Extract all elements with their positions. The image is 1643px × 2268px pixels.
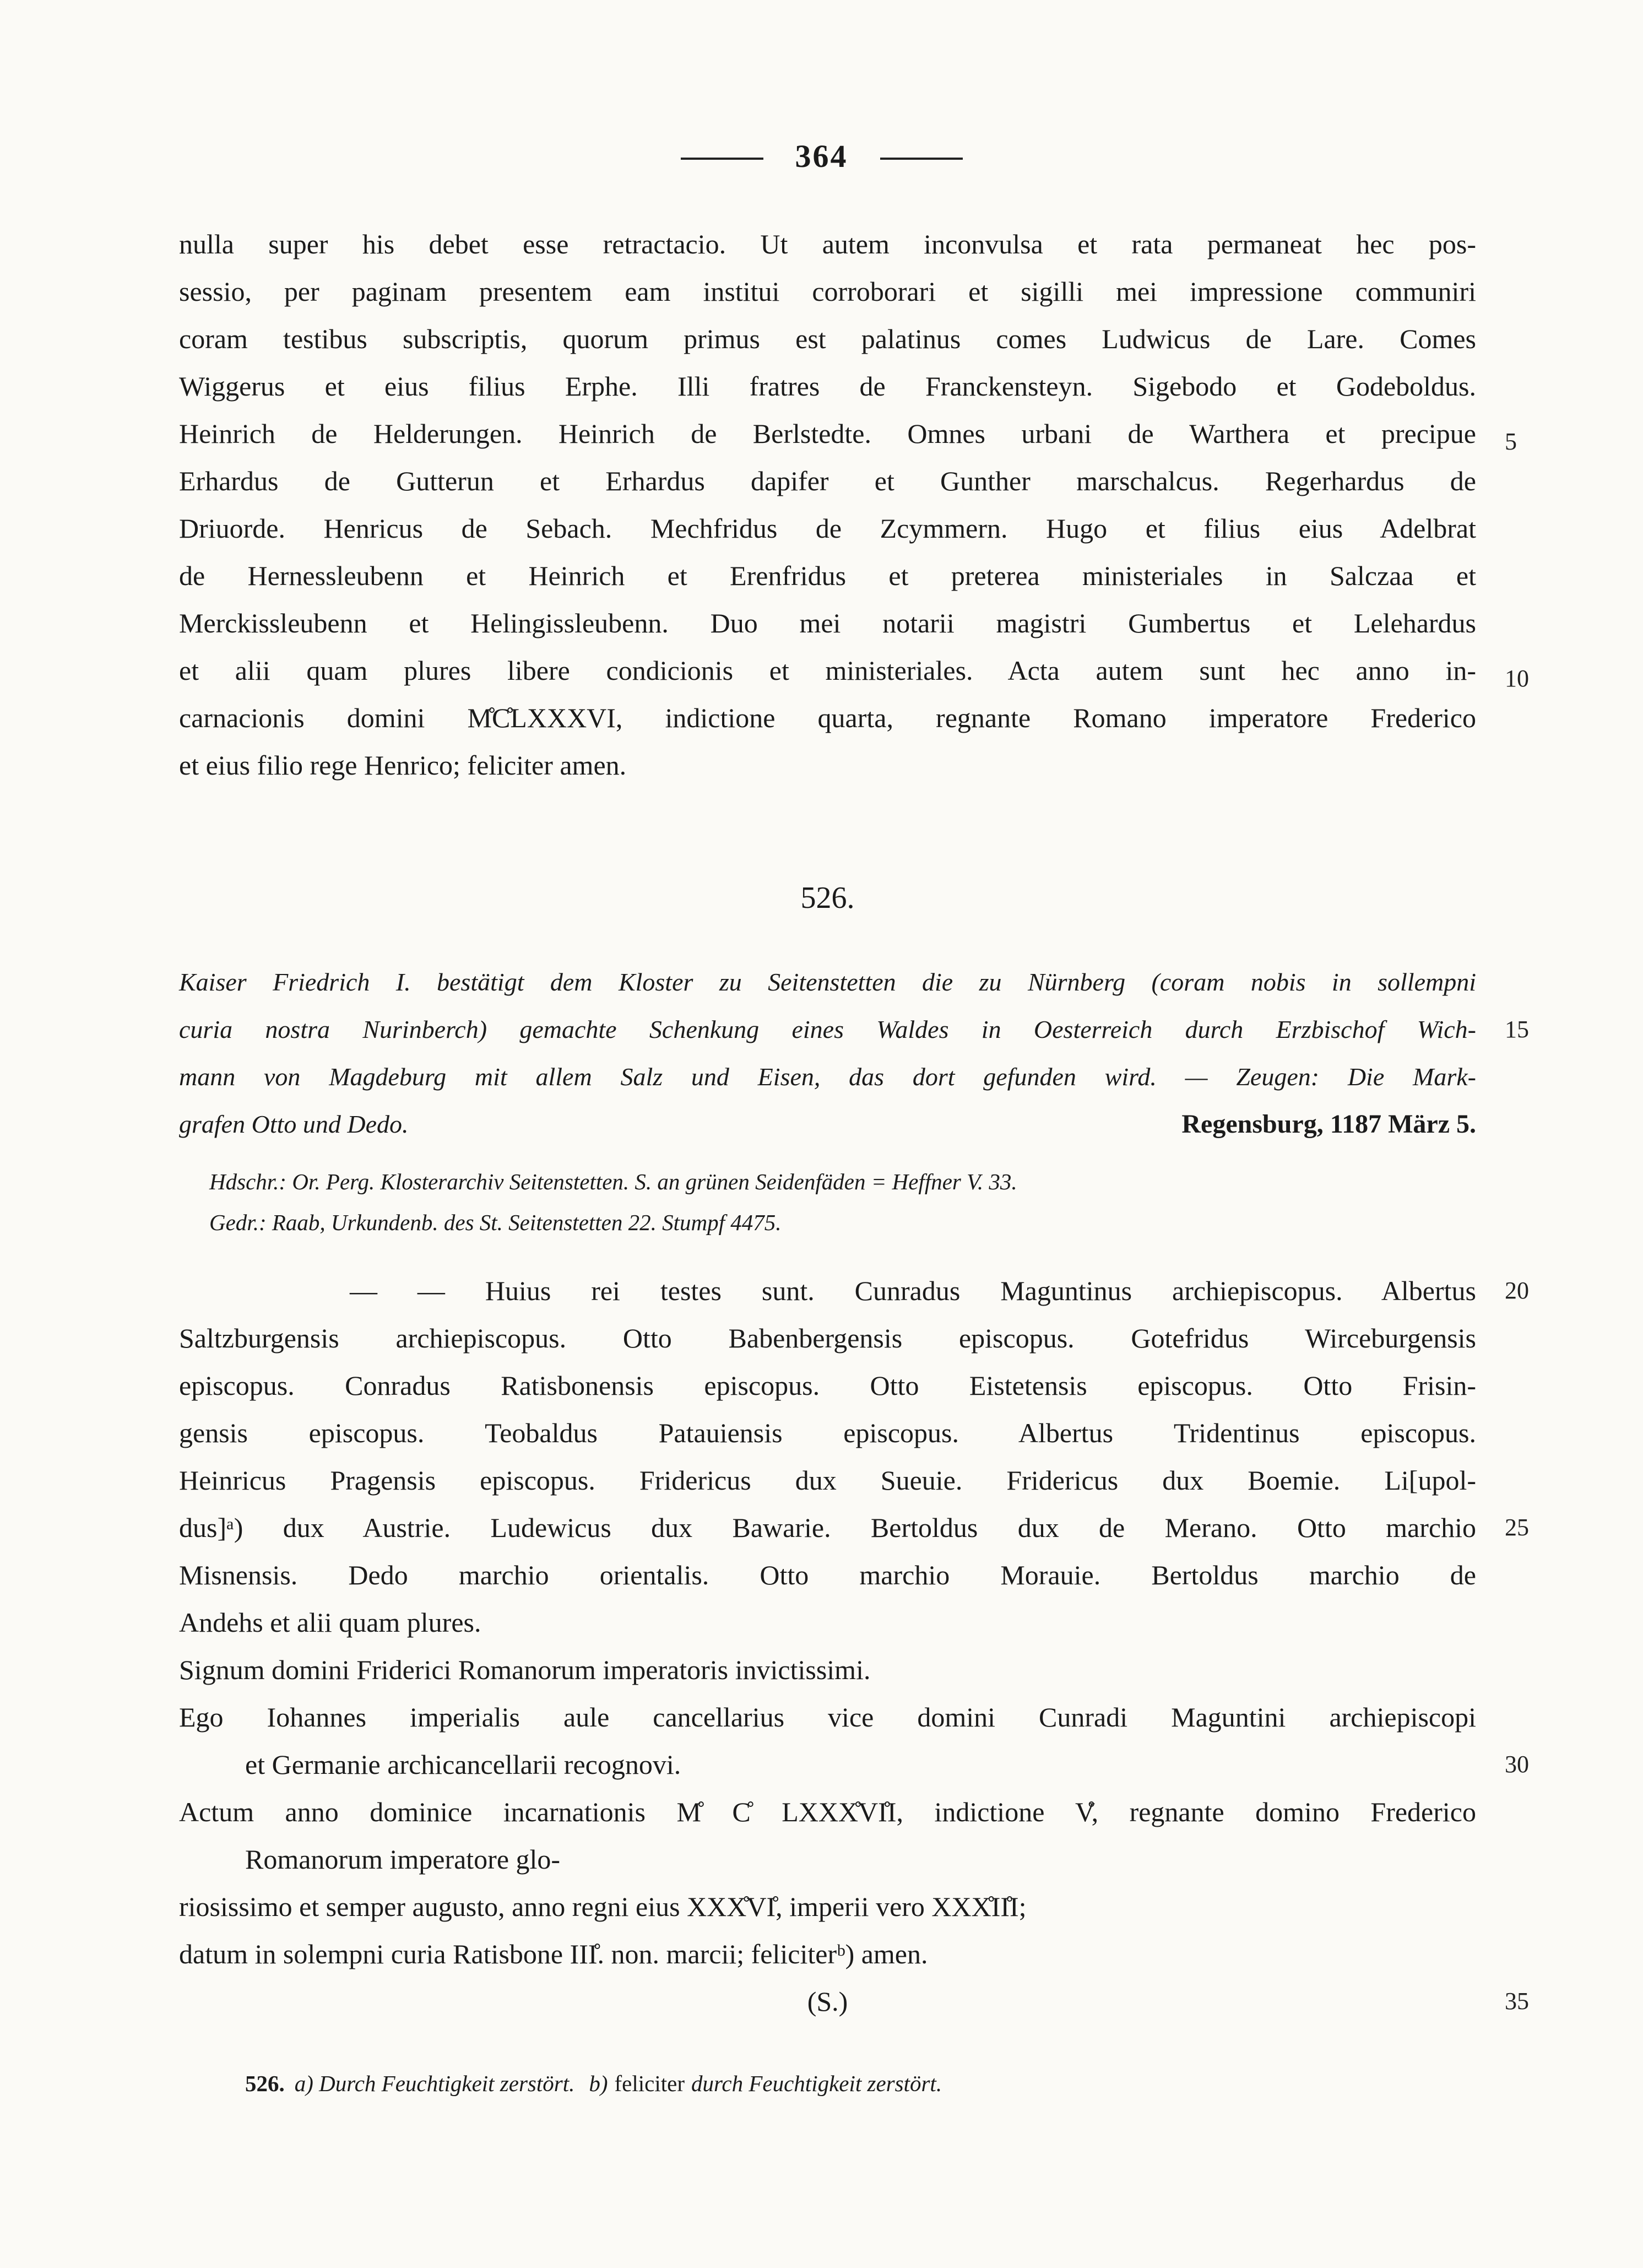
charter-summary-last-line (179, 1101, 1476, 1148)
text-line: Kaiser Friedrich I. bestätigt dem Kloster zu Seitenstetten die zu Nürnberg (coram nobis in sollempni (179, 968, 1476, 996)
footnote-number: 526. (245, 2071, 285, 2096)
text-line: et Germanie archicancellarii recognovi. (245, 1749, 681, 1780)
text-line: gensis episcopus. Teobaldus Patauiensis episcopus. Albertus Tridentinus episcopus. (179, 1417, 1476, 1448)
text-line: Gedr.: Raab, Urkundenb. des St. Seitenstetten 22. Stumpf 4475. (209, 1210, 782, 1235)
text-line: Erhardus de Gutterun et Erhardus dapifer et Gunther marschalcus. Regerhardus de (179, 465, 1476, 496)
footnote-note-b-rest: durch Feuchtigkeit zerstört. (691, 2071, 942, 2096)
margin-line-number: 10 (1505, 665, 1529, 692)
text-line: Heinricus Pragensis episcopus. Fridericus dux Sueuie. Fridericus dux Boemie. Li[upol- (179, 1465, 1476, 1496)
text-line: — — Huius rei testes sunt. Cunradus Maguntinus archiepiscopus. Albertus (350, 1275, 1476, 1306)
text-line: nulla super his debet esse retractacio. Ut autem inconvulsa et rata permaneat hec pos- (179, 229, 1476, 259)
text-line: datum in solempni curia Ratisbone III̊. non. marcii; feliciterᵇ) amen. (179, 1939, 928, 1969)
margin-line-number: 15 (1505, 1016, 1529, 1043)
text-line: Merckissleubenn et Helingissleubenn. Duo mei notarii magistri Gumbertus et Lelehardus (179, 608, 1476, 638)
footnote-note-a: a) Durch Feuchtigkeit zerstört. (294, 2071, 575, 2096)
text-line: coram testibus subscriptis, quorum primus est palatinus comes Ludwicus de Lare. Comes (179, 323, 1476, 354)
text-line: Ego Iohannes imperialis aule cancellarius vice domini Cunradi Maguntini archiepiscopi (179, 1702, 1476, 1733)
charter-number-heading: 526. (800, 881, 855, 915)
margin-line-number: 5 (1505, 428, 1517, 455)
text-line: Actum anno dominice incarnationis M̊ C̊ LXXX̊VI̊I, indictione V̊, regnante domino Frederico (179, 1796, 1476, 1827)
charter-date-place: Regensburg, 1187 März 5. (1181, 1109, 1476, 1139)
page-header (0, 138, 1643, 175)
text-line: Hdschr.: Or. Perg. Klosterarchiv Seitenstetten. S. an grünen Seidenfäden = Heffner V. 33. (209, 1169, 1017, 1194)
text-line: Romanorum imperatore glo- (245, 1844, 561, 1875)
footnote-note-b-label: b) (589, 2071, 608, 2096)
text-line: Saltzburgensis archiepiscopus. Otto Babenbergensis episcopus. Gotefridus Wirceburgensis (179, 1323, 1476, 1354)
text-line: episcopus. Conradus Ratisbonensis episcopus. Otto Eistetensis episcopus. Otto Frisin- (179, 1370, 1476, 1401)
margin-line-number: 20 (1505, 1277, 1529, 1304)
text-line: sessio, per paginam presentem eam institui corroborari et sigilli mei impressione communiri (179, 276, 1476, 307)
margin-line-number: 35 (1505, 1988, 1529, 2015)
text-line: curia nostra Nurinberch) gemachte Schenkung eines Waldes in Oesterreich durch Erzbischof Wich- (179, 1015, 1476, 1043)
header-rule-right (880, 158, 963, 160)
text-line: (S.) (807, 1986, 848, 2017)
text-line: dus]ᵃ) dux Austrie. Ludewicus dux Bawarie. Bertoldus dux de Merano. Otto marchio (179, 1512, 1476, 1543)
header-rule-left (681, 158, 763, 160)
text-line: de Hernessleubenn et Heinrich et Erenfridus et preterea ministeriales in Salczaa et (179, 560, 1476, 591)
margin-line-number: 30 (1505, 1751, 1529, 1778)
previous-charter-text (179, 220, 1476, 789)
text-line: Misnensis. Dedo marchio orientalis. Otto marchio Morauie. Bertoldus marchio de (179, 1560, 1476, 1590)
footnote-note-b-word: feliciter (614, 2071, 685, 2096)
charter-summary-lines (179, 959, 1476, 1101)
text-line: riosissimo et semper augusto, anno regni eius XXX̊VI̊, imperii vero XXX̊II̊I; (179, 1891, 1027, 1922)
footnote (245, 2067, 1479, 2100)
charter-text (179, 1267, 1476, 2025)
text-line: et eius filio rege Henrico; feliciter amen. (179, 750, 627, 781)
text-line: carnacionis domini M̊C̊LXXXVI, indictione quarta, regnante Romano imperatore Frederico (179, 702, 1476, 733)
text-line: Driuorde. Henricus de Sebach. Mechfridus de Zcymmern. Hugo et filius eius Adelbrat (179, 513, 1476, 544)
source-notes (179, 1161, 1476, 1243)
charter-summary-last-text: grafen Otto und Dedo. (179, 1110, 409, 1138)
text-line: mann von Magdeburg mit allem Salz und Eisen, das dort gefunden wird. — Zeugen: Die Mark- (179, 1063, 1476, 1091)
charter-summary (179, 959, 1476, 1148)
text-line: Heinrich de Helderungen. Heinrich de Berlstedte. Omnes urbani de Warthera et precipue (179, 418, 1476, 449)
text-line: Wiggerus et eius filius Erphe. Illi fratres de Franckensteyn. Sigebodo et Godeboldus. (179, 371, 1476, 402)
text-line: et alii quam plures libere condicionis et ministeriales. Acta autem sunt hec anno in- (179, 655, 1476, 686)
margin-line-number: 25 (1505, 1514, 1529, 1541)
page-number: 364 (795, 138, 848, 174)
text-line: Signum domini Friderici Romanorum imperatoris invictissimi. (179, 1654, 871, 1685)
text-line: Andehs et alii quam plures. (179, 1607, 481, 1638)
